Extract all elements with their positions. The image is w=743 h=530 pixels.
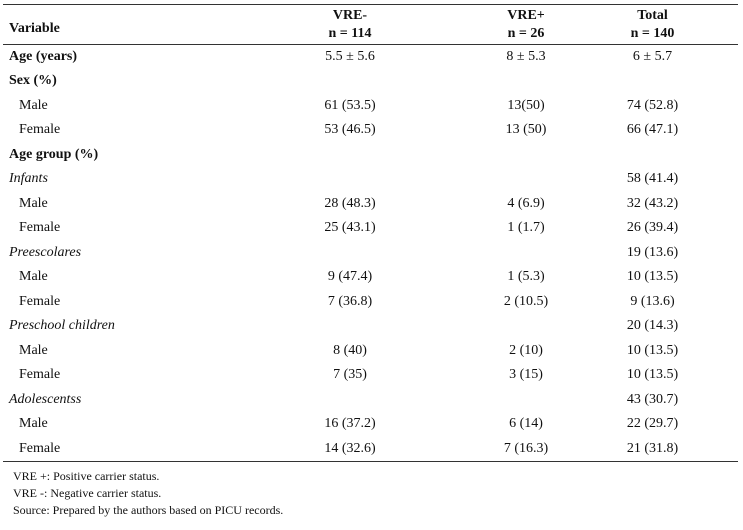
table-row xyxy=(3,265,738,290)
cell-total: 19 (13.6) xyxy=(626,244,679,260)
cell-vre-negative: 61 (53.5) xyxy=(324,97,376,113)
cell-vre-positive xyxy=(485,69,567,94)
header-variable xyxy=(3,5,215,45)
row-label: Male xyxy=(19,195,48,211)
row-label: Preschool children xyxy=(9,318,115,334)
row-label: Age (years) xyxy=(9,49,78,64)
header-total xyxy=(567,5,738,45)
table-row xyxy=(3,437,738,462)
cell-total: 10 (13.5) xyxy=(626,342,679,358)
row-label: Female xyxy=(19,122,61,138)
header-vre-negative xyxy=(215,5,485,45)
header-vre-positive-label: VRE+ xyxy=(507,7,545,23)
cell-vre-negative xyxy=(215,167,485,192)
cell-vre-positive xyxy=(485,143,567,168)
cell-total: 32 (43.2) xyxy=(626,195,679,211)
cell-vre-negative: 5.5 ± 5.6 xyxy=(325,49,375,64)
cell-vre-negative xyxy=(215,314,485,339)
cell-vre-negative: 9 (47.4) xyxy=(327,269,373,285)
cell-vre-negative: 8 (40) xyxy=(333,342,367,358)
cell-vre-positive: 4 (6.9) xyxy=(507,195,545,211)
cell-vre-negative: 7 (36.8) xyxy=(327,293,373,309)
row-label: Female xyxy=(19,220,61,236)
row-label: Male xyxy=(19,342,48,358)
cell-vre-negative xyxy=(215,69,485,94)
cell-vre-negative xyxy=(215,241,485,266)
table-row xyxy=(3,143,738,168)
cell-total: 74 (52.8) xyxy=(626,97,679,113)
header-vre-negative-label: VRE- xyxy=(332,7,368,23)
cell-vre-negative xyxy=(215,143,485,168)
cell-vre-positive: 13 (50) xyxy=(505,122,547,138)
cell-vre-positive xyxy=(485,314,567,339)
cell-total: 6 ± 5.7 xyxy=(632,49,673,64)
footnote-vre-negative: VRE -: Negative carrier status. xyxy=(13,486,162,500)
cell-vre-positive: 6 (14) xyxy=(509,416,543,432)
table-row xyxy=(3,167,738,192)
cell-total: 9 (13.6) xyxy=(630,293,675,309)
table-row xyxy=(3,314,738,339)
row-label: Female xyxy=(19,293,61,309)
cell-vre-positive: 7 (16.3) xyxy=(485,437,567,462)
cell-total xyxy=(567,143,738,168)
header-variable-label: Variable xyxy=(9,20,60,36)
table-row xyxy=(3,216,738,241)
row-label: Adolescentss xyxy=(9,391,82,407)
cell-vre-positive: 2 (10.5) xyxy=(503,293,549,309)
cell-total: 58 (41.4) xyxy=(626,171,679,187)
cell-total xyxy=(567,69,738,94)
cell-vre-positive: 8 ± 5.3 xyxy=(506,49,546,64)
cell-vre-positive xyxy=(485,388,567,413)
table-row xyxy=(3,69,738,94)
cell-vre-positive: 1 (1.7) xyxy=(507,220,545,236)
header-row xyxy=(3,5,738,45)
cell-total: 10 (13.5) xyxy=(626,367,679,383)
table-row xyxy=(3,94,738,119)
row-label: Sex (%) xyxy=(9,73,57,89)
table-footnotes xyxy=(13,468,283,519)
cell-vre-positive: 2 (10) xyxy=(509,342,543,358)
row-label: Male xyxy=(19,97,48,113)
cell-vre-negative: 7 (35) xyxy=(333,367,367,383)
cell-total: 21 (31.8) xyxy=(567,437,738,462)
cell-total: 20 (14.3) xyxy=(626,318,679,334)
row-label: Age group (%) xyxy=(9,146,99,162)
cell-vre-negative: 25 (43.1) xyxy=(324,220,376,236)
row-label: Female xyxy=(3,437,215,462)
table-row xyxy=(3,388,738,413)
row-label: Infants xyxy=(9,171,48,187)
table-row xyxy=(3,290,738,315)
table-row xyxy=(3,241,738,266)
cell-vre-positive: 1 (5.3) xyxy=(507,269,545,285)
cell-vre-negative: 14 (32.6) xyxy=(215,437,485,462)
footnote-vre-positive: VRE +: Positive carrier status. xyxy=(13,469,160,483)
cell-vre-negative: 53 (46.5) xyxy=(324,122,376,138)
header-vre-positive xyxy=(485,5,567,45)
cell-total: 26 (39.4) xyxy=(626,220,679,236)
cell-vre-positive xyxy=(485,167,567,192)
cell-vre-positive: 3 (15) xyxy=(509,367,543,383)
header-total-n: n = 140 xyxy=(630,25,675,41)
row-label: Male xyxy=(19,269,48,285)
cell-vre-positive: 13(50) xyxy=(507,97,545,113)
header-vre-negative-n: n = 114 xyxy=(328,25,372,41)
cell-total: 66 (47.1) xyxy=(626,122,679,138)
header-total-label: Total xyxy=(637,7,668,23)
row-label: Preescolares xyxy=(9,244,82,260)
row-label: Female xyxy=(19,367,61,383)
table-row xyxy=(3,118,738,143)
data-table xyxy=(3,4,738,462)
cell-vre-negative xyxy=(215,388,485,413)
table-row xyxy=(3,412,738,437)
cell-vre-positive xyxy=(485,241,567,266)
cell-total: 43 (30.7) xyxy=(626,391,679,407)
table-row xyxy=(3,45,738,70)
header-vre-positive-n: n = 26 xyxy=(507,25,545,41)
table-row xyxy=(3,192,738,217)
footnote-source: Source: Prepared by the authors based on PICU records. xyxy=(13,503,284,517)
table-row xyxy=(3,363,738,388)
cell-total: 10 (13.5) xyxy=(626,269,679,285)
cell-vre-negative: 16 (37.2) xyxy=(324,416,376,432)
cell-total: 22 (29.7) xyxy=(626,416,679,432)
table-row xyxy=(3,339,738,364)
row-label: Male xyxy=(19,416,48,432)
cell-vre-negative: 28 (48.3) xyxy=(324,195,376,211)
